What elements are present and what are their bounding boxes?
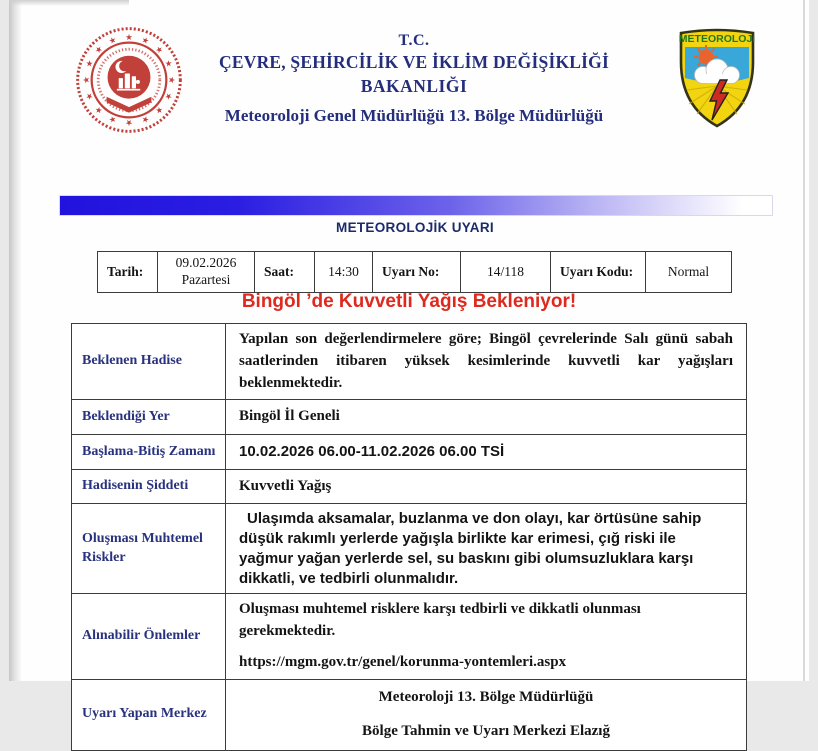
svg-text:★: ★	[153, 43, 166, 56]
seal-book-shape	[107, 97, 152, 113]
svg-text:★: ★	[140, 113, 151, 126]
row-label: Beklendiği Yer	[72, 400, 226, 435]
row-alinabilir-onlemler	[72, 594, 747, 679]
issuing-center-line2: Bölge Tahmin ve Uyarı Merkezi Elazığ	[362, 722, 610, 739]
svg-text:★: ★	[162, 91, 175, 102]
warning-meta-table	[97, 251, 732, 293]
row-label: Başlama-Bitiş Zamanı	[72, 435, 226, 470]
svg-text:★: ★	[83, 58, 96, 69]
header-ministry-line1: ÇEVRE, ŞEHİRCİLİK VE İKLİM DEĞİŞİKLİĞİ	[219, 52, 609, 72]
uyari-no-label: Uyarı No:	[373, 252, 461, 293]
row-baslama-bitis	[72, 435, 747, 470]
row-beklendigi-yer	[72, 400, 747, 435]
svg-text:★: ★	[92, 43, 105, 56]
svg-text:★: ★	[140, 34, 151, 47]
row-value-group	[226, 594, 747, 679]
svg-text:★: ★	[80, 76, 91, 84]
row-value: Ulaşımda aksamalar, buzlanma ve don olayı, kar örtüsüne sahip düşük rakımlı yerlerde yağışla birlikte kar erimesi, çığ riski ile yağmur yağan yerlerde sel, su baskını gibi olumsuzluklara karşı dikkatli, ve tedbirli olunmalıdır.	[226, 504, 747, 594]
svg-text:★: ★	[107, 34, 118, 47]
row-label: Oluşması Muhtemel Riskler	[72, 504, 226, 594]
row-label: Hadisenin Şiddeti	[72, 470, 226, 504]
svg-text:★: ★	[83, 91, 96, 102]
svg-text:★: ★	[107, 113, 118, 126]
precaution-text: Oluşması muhtemel risklere karşı tedbirli ve dikkatli olunması gerekmektedir.	[239, 601, 641, 640]
section-title: METEOROLOJİK UYARI	[336, 220, 494, 235]
protection-methods-link[interactable]: https://mgm.gov.tr/genel/korunma-yontemleri.aspx	[239, 653, 567, 670]
svg-text:★: ★	[153, 104, 166, 117]
alert-headline: Bingöl ’de Kuvvetli Yağış Bekleniyor!	[241, 291, 577, 312]
header-ministry-line2: BAKANLIĞI	[360, 76, 468, 96]
row-uyari-yapan-merkez	[72, 679, 747, 750]
row-value-group	[226, 679, 747, 750]
header-tc: T.C.	[398, 32, 430, 49]
photo-edge-top	[9, 0, 129, 6]
row-value: Bingöl İl Geneli	[226, 400, 747, 435]
svg-text:★: ★	[125, 118, 133, 129]
row-label: Alınabilir Önlemler	[72, 594, 226, 679]
row-value: 10.02.2026 06.00-11.02.2026 06.00 TSİ	[226, 435, 747, 470]
svg-text:★: ★	[92, 104, 105, 117]
svg-text:★: ★	[167, 76, 178, 84]
document-header	[189, 32, 639, 126]
tarih-label: Tarih:	[98, 252, 158, 293]
row-label: Uyarı Yapan Merkez	[72, 679, 226, 750]
svg-text:★: ★	[125, 31, 133, 42]
tarih-value: 09.02.2026 Pazartesi	[158, 252, 255, 293]
met-logo-label: METEOROLOJi	[678, 33, 756, 45]
warning-details-table	[71, 323, 747, 751]
photo-edge-right	[803, 0, 805, 681]
meteorology-shield-logo	[677, 26, 757, 130]
row-value: Yapılan son değerlendirmelere göre; Bingöl çevrelerinde Salı günü sabah saatlerinden itibaren yüksek kesimlerinde kuvvetli kar yağışları beklenmektedir.	[226, 324, 747, 400]
row-label: Beklenen Hadise	[72, 324, 226, 400]
uyari-kodu-label: Uyarı Kodu:	[551, 252, 646, 293]
row-hadisenin-siddeti	[72, 470, 747, 504]
meta-row	[98, 252, 732, 293]
weather-warning-document	[9, 0, 809, 739]
uyari-kodu-value: Normal	[646, 252, 732, 293]
row-muhtemel-riskler	[72, 504, 747, 594]
photo-edge-left	[9, 0, 22, 681]
uyari-no-value: 14/118	[461, 252, 551, 293]
gradient-divider-bar	[59, 195, 773, 216]
row-value: Kuvvetli Yağış	[226, 470, 747, 504]
saat-value: 14:30	[315, 252, 373, 293]
ministry-seal-logo	[73, 24, 185, 136]
issuing-center-line1: Meteoroloji 13. Bölge Müdürlüğü	[378, 688, 594, 705]
row-beklenen-hadise	[72, 324, 747, 400]
saat-label: Saat:	[255, 252, 315, 293]
header-directorate: Meteoroloji Genel Müdürlüğü 13. Bölge Müdürlüğü	[224, 106, 604, 125]
svg-text:★: ★	[162, 58, 175, 69]
